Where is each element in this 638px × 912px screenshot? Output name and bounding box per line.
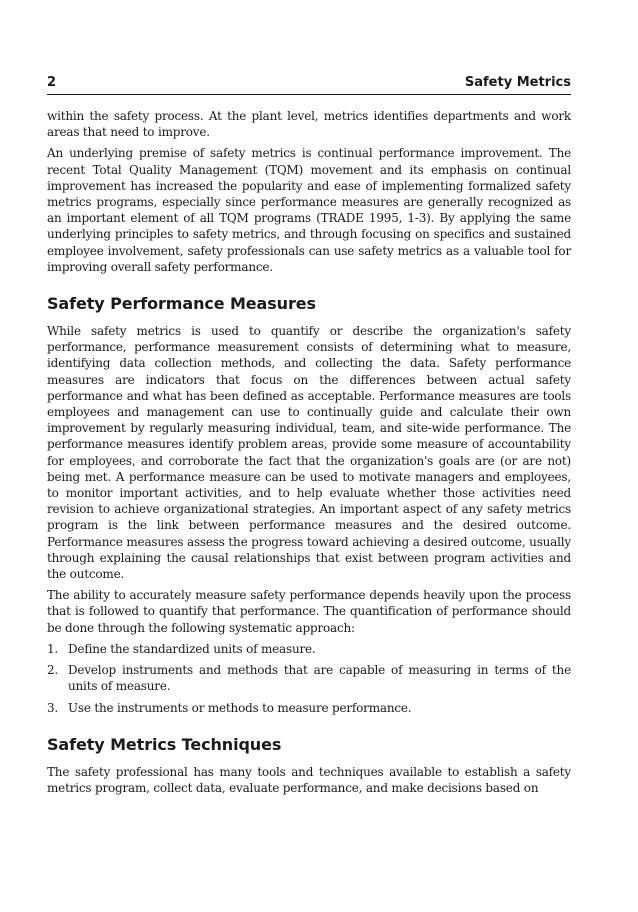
list-item bbox=[47, 641, 571, 657]
list-item bbox=[47, 662, 571, 694]
list-number: 1. bbox=[47, 641, 59, 656]
paragraph: within the safety process. At the plant level, metrics identifies departments and work areas that need to improve. bbox=[47, 109, 571, 140]
running-header bbox=[47, 75, 571, 95]
paragraph: While safety metrics is used to quantify or describe the organization's safety performance, performance measurement consists of determining what to measure, identifying data collection methods, and collecting the data. Safety performance measures are indicators that focus on the differences between actual safety performance and what has been defined as acceptable. Performance measures are tools employees and management can use to continually guide and calculate their own improvement by regularly measuring individual, team, and site-wide performance. The performance measures identify problem areas, provide some measure of accountability for employees, and corroborate the fact that the organization's goals are (or are not) being met. A performance measure can be used to motivate managers and employees, to monitor important activities, and to help evaluate whether those activities need revision to achieve organizational strategies. An important aspect of any safety metrics program is the link between performance measures and the desired outcome. Performance measures assess the progress toward achieving a desired outcome, usually through explaining the causal relationships that exist between program activities and the outcome. bbox=[47, 324, 571, 582]
page-number: 2 bbox=[47, 75, 57, 90]
list-item bbox=[47, 700, 571, 716]
numbered-list bbox=[47, 641, 571, 716]
list-number: 2. bbox=[47, 663, 59, 678]
paragraph: The safety professional has many tools and techniques available to establish a safety metrics program, collect data, evaluate performance, and make decisions based on bbox=[47, 764, 571, 795]
list-text: Use the instruments or methods to measure performance. bbox=[68, 700, 412, 715]
paragraph: An underlying premise of safety metrics is continual performance improvement. The recent Total Quality Management (TQM) movement and its emphasis on continual improvement has increased the popularity and ease of implementing formalized safety metrics programs, especially since performance measures are generally recognized as an important element of all TQM programs (TRADE 1995, 1-3). By applying the same underlying principles to safety metrics, and through focusing on specifics and sustained employee involvement, safety professionals can use safety metrics as a valuable tool for improving overall safety performance. bbox=[47, 146, 571, 274]
body-text bbox=[47, 108, 571, 796]
running-title: Safety Metrics bbox=[464, 75, 571, 90]
paragraph: The ability to accurately measure safety performance depends heavily upon the process that is followed to quantify that performance. The quantification of performance should be done through the following systematic approach: bbox=[47, 588, 571, 635]
list-text: Develop instruments and methods that are capable of measuring in terms of the units of measure. bbox=[68, 663, 571, 694]
section-heading-metrics-techniques: Safety Metrics Techniques bbox=[47, 734, 282, 754]
book-page bbox=[47, 75, 571, 801]
list-number: 3. bbox=[47, 700, 59, 715]
list-text: Define the standardized units of measure. bbox=[68, 641, 316, 656]
section-heading-performance-measures: Safety Performance Measures bbox=[47, 294, 316, 314]
